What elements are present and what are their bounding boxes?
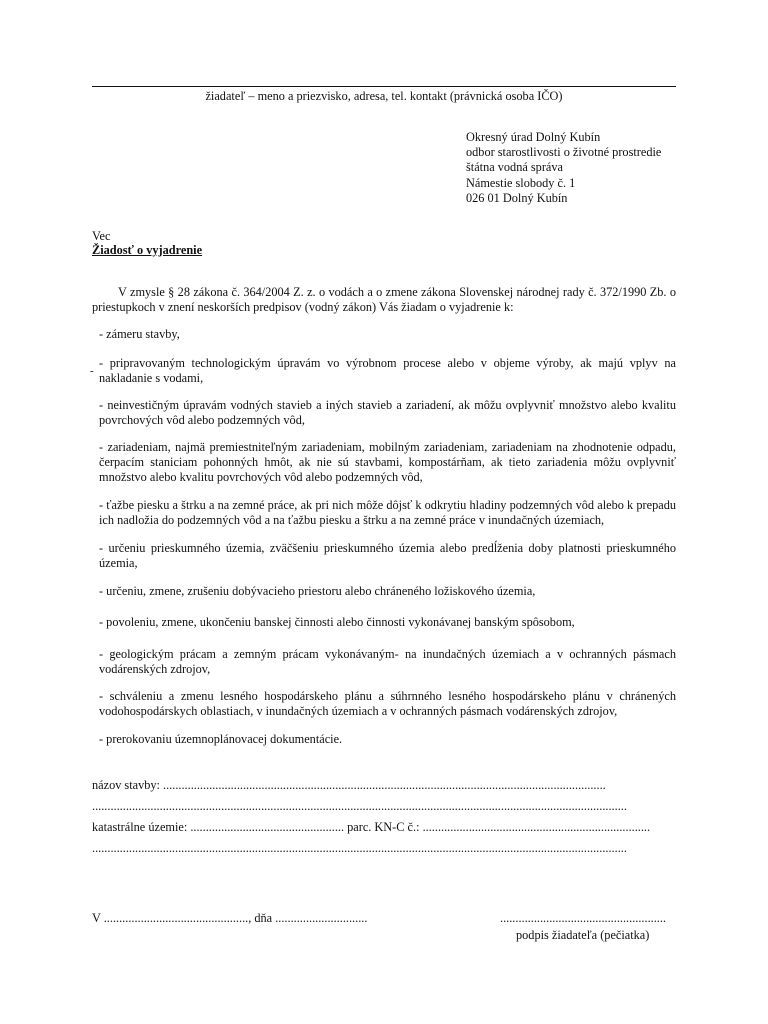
signature-line[interactable]: ......................................................	[500, 911, 667, 925]
recipient-address	[466, 130, 746, 206]
place-date-field[interactable]: V ..............................................., dňa ..............................	[92, 911, 368, 925]
list-item: - povoleniu, zmene, ukončeniu banskej činnosti alebo činnosti vykonávanej banským spôsobom,	[99, 615, 575, 629]
subject-title: Žiadosť o vyjadrenie	[92, 243, 203, 257]
applicant-line: žiadateľ – meno a priezvisko, adresa, tel. kontakt (právnická osoba IČO)	[205, 89, 563, 103]
building-name-field[interactable]: názov stavby: ................................................................................................................................................	[92, 778, 606, 792]
building-name-continuation[interactable]: ..............................................................................................................................................................................	[92, 799, 627, 813]
intro-paragraph: V zmysle § 28 zákona č. 364/2004 Z. z. o vodách a o zmene zákona Slovenskej národnej rady č. 372/1990 Zb. o priestupkoch v znení neskorších predpisov (vodný zákon) Vás žiadam o vyjadrenie k:	[92, 285, 676, 314]
list-item: - zariadeniam, najmä premiestniteľným zariadeniam, mobilným zariadeniam, zariadeniam na zhodnotenie odpadu, čerpacím staniciam pohonných hmôt, ak nie sú stavbami, kompostárňam, ak tieto zariadenia môžu ovplyvniť množstvo alebo kvalitu povrchových vôd alebo podzemných vôd,	[99, 440, 676, 484]
recipient-line: odbor starostlivosti o životné prostredie	[466, 145, 662, 160]
list-item: - neinvestičným úpravám vodných stavieb a iných stavieb a zariadení, ak môžu ovplyvniť množstvo alebo kvalitu povrchových vôd alebo podzemných vôd,	[99, 398, 676, 427]
list-item: - geologickým prácam a zemným prácam vykonávaným- na inundačných územiach a v ochranných pásmach vodárenských zdrojov,	[99, 647, 676, 676]
recipient-line: Námestie slobody č. 1	[466, 175, 576, 190]
list-item: - ťažbe piesku a štrku a na zemné práce, ak pri nich môže dôjsť k odkrytiu hladiny podzemných vôd alebo k prepadu ich nadložia do podzemných vôd a na ťažbu piesku a štrku a na zemné práce v inundačných územiach,	[99, 498, 676, 527]
signature-caption: podpis žiadateľa (pečiatka)	[516, 928, 650, 942]
list-item: - schváleniu a zmenu lesného hospodárskeho plánu a súhrnného lesného hospodárskeho plánu v chránených vodohospodárskych oblastiach, v inundačných územiach a v ochranných pásmach vodárenských zdrojov,	[99, 689, 676, 718]
list-item: - zámeru stavby,	[99, 327, 180, 341]
subject-label: Vec	[92, 229, 111, 243]
list-item: - pripravovaným technologickým úpravám vo výrobnom procese alebo v objeme výroby, ak majú vplyv na nakladanie s vodami,	[99, 356, 676, 385]
cadastral-field[interactable]: katastrálne územie: .................................................. parc. KN-C č.: ..........................................................................	[92, 820, 651, 834]
list-item: - určeniu, zmene, zrušeniu dobývacieho priestoru alebo chráneného ložiskového územia,	[99, 584, 536, 598]
recipient-line: 026 01 Dolný Kubín	[466, 190, 568, 205]
header-rule	[92, 86, 676, 87]
list-item: - prerokovaniu územnoplánovacej dokumentácie.	[99, 732, 343, 746]
stray-mark: -	[90, 365, 94, 377]
cadastral-continuation[interactable]: ..............................................................................................................................................................................	[92, 841, 627, 855]
list-item: - určeniu prieskumného územia, zväčšeniu prieskumného územia alebo predĺženia doby platnosti prieskumného územia,	[99, 541, 676, 570]
recipient-line: Okresný úrad Dolný Kubín	[466, 130, 601, 144]
recipient-line: štátna vodná správa	[466, 160, 563, 175]
